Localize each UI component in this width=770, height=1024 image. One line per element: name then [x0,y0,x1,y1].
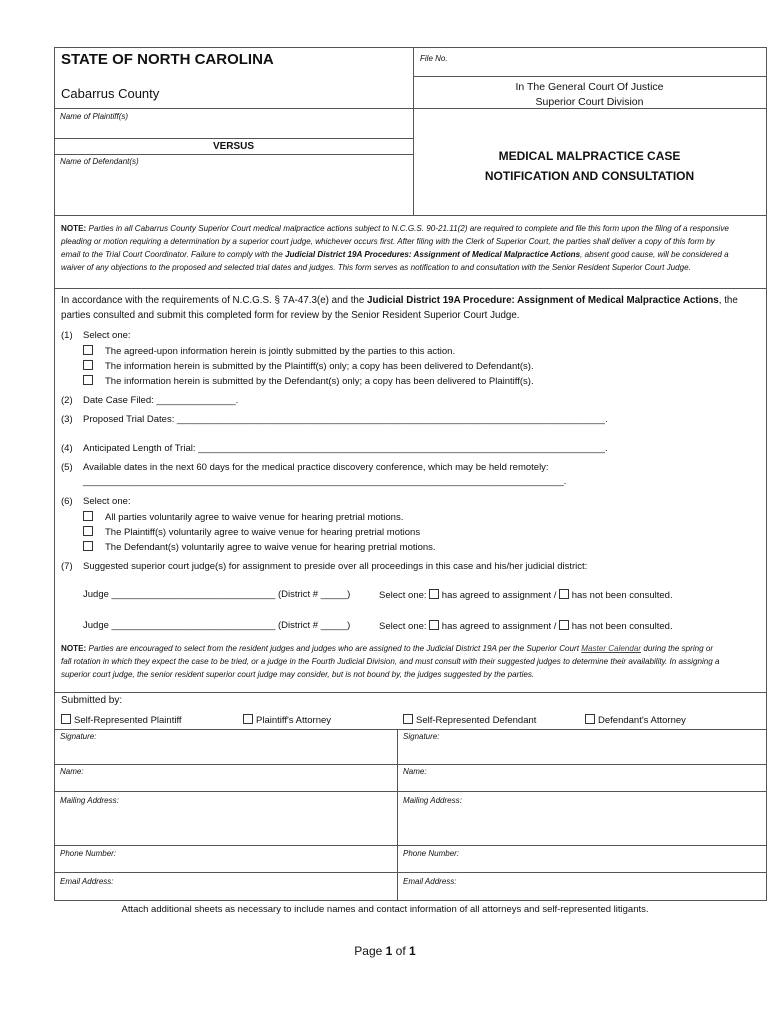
intro-bold-procedure: Judicial District 19A Procedure: Assignment of Medical Malpractice Actions [367,295,719,306]
item-6-option-3-text: The Defendant(s) voluntarily agree to waive venue for hearing pretrial motions. [105,542,436,553]
right-mailing-field[interactable] [401,807,763,843]
name-top-line [54,764,766,765]
left-name-field[interactable] [90,766,393,789]
file-no-line [413,76,766,77]
item-7-label: Suggested superior court judge(s) for assignment to preside over all proceedings in this case and his/her judicial district: [83,561,588,572]
defendant-label: Name of Defendant(s) [60,157,139,166]
submitter-self-defendant[interactable] [403,714,536,726]
note2-label: NOTE: [61,644,87,653]
date-filed-field[interactable]: _______________ [156,395,236,406]
judge-2-agreed-checkbox[interactable] [429,620,439,630]
judge-2-status [379,620,673,632]
judge-2-select-label: Select one: [379,621,430,632]
judge-2-agreed-text: has agreed to assignment / [439,621,560,632]
item-4 [61,443,608,454]
right-name-label: Name: [403,767,427,776]
item-3 [61,414,608,425]
court-line-1: In The General Court Of Justice [515,81,664,93]
note-label: NOTE: [61,224,87,233]
note2-bottom-line [54,692,766,693]
item-6-label: Select one: [83,496,131,507]
item-6-option-2[interactable] [83,526,420,538]
judge-1-status [379,589,673,601]
checkbox-self-plaintiff[interactable] [61,714,71,724]
plaintiff-label: Name of Plaintiff(s) [60,112,129,121]
form-title [413,146,766,186]
submitter-defendant-attorney-text: Defendant's Attorney [598,715,686,726]
checkbox-joint[interactable] [83,345,93,355]
checkbox-plaintiff-only[interactable] [83,360,93,370]
submitter-plaintiff-attorney[interactable] [243,714,331,726]
item-5-num: (5) [61,462,73,473]
page-prefix: Page [354,944,386,958]
mail-top-line [54,791,766,792]
frame-right [766,47,767,900]
item-2-num: (2) [61,395,73,406]
intro-text-1: In accordance with the requirements of N.C.G.S. § 7A-47.3(e) and the [61,295,368,306]
file-no-field[interactable] [418,56,758,70]
judge-1-agreed-checkbox[interactable] [429,589,439,599]
defendant-field[interactable] [58,168,408,212]
right-email-label: Email Address: [403,877,457,886]
note2-text-1: Parties are encouraged to select from the resident judges and judges who are assigned to the Judicial District 19A per the Superior Court [88,644,582,653]
page-current: 1 [385,944,393,958]
sig-top-line [54,729,766,730]
page-total: 1 [409,944,416,958]
judge-1-field[interactable]: Judge _______________________________ (District # _____) [83,589,351,600]
note-text-1: Parties in all Cabarrus County Superior Court medical malpractice actions subject to N.C.G.S. 90-21.11(2) are required to complete and file this form upon the filing of a responsive pleading or motion requiring a determination by a superior court judge, whichever occurs first. After filing with the Clerk of Superior Court, the parties shall deliver a copy of this form by email to the Trial Court Coordinator. Failure to comply with the [61,224,729,259]
note2-paragraph [61,642,721,692]
submitter-self-defendant-text: Self-Represented Defendant [416,715,537,726]
submitter-self-plaintiff-text: Self-Represented Plaintiff [74,715,182,726]
item-6 [61,496,131,507]
court-heading [413,80,766,110]
left-email-field[interactable] [130,875,393,898]
form-title-line-2: NOTIFICATION AND CONSULTATION [484,169,695,183]
judge-1-not-consulted-text: has not been consulted. [569,590,673,601]
note-paragraph [61,222,733,274]
item-1 [61,330,131,341]
item-4-label: Anticipated Length of Trial: [83,443,199,454]
page-of: of [392,944,410,958]
frame-left [54,47,55,900]
header-divider [413,47,414,215]
frame-top [54,47,766,48]
phone-top-line [54,845,766,846]
item-6-option-1[interactable] [83,511,403,523]
checkbox-defendant-attorney[interactable] [585,714,595,724]
file-no-label: File No. [420,54,448,63]
judge-2-not-consulted-checkbox[interactable] [559,620,569,630]
item-1-option-2-text: The information herein is submitted by the Plaintiff(s) only; a copy has been delivered to Defendant(s). [105,361,534,372]
left-phone-label: Phone Number: [60,849,117,858]
right-signature-label: Signature: [403,732,440,741]
item-1-option-2[interactable] [83,360,534,372]
court-line-2: Superior Court Division [535,96,644,108]
attach-note: Attach additional sheets as necessary to include names and contact information of all attorneys and self-represented litigants. [121,904,649,915]
item-1-option-3[interactable] [83,375,534,387]
item-1-option-1[interactable] [83,345,455,357]
checkbox-self-defendant[interactable] [403,714,413,724]
left-mailing-label: Mailing Address: [60,796,119,805]
right-phone-field[interactable] [473,848,763,870]
checkbox-plaintiff-attorney[interactable] [243,714,253,724]
note-bold-procedure: Judicial District 19A Procedures: Assignment of Medical Malpractice Actions [285,250,581,259]
item-5-label: Available dates in the next 60 days for the medical practice discovery conference, which may be held remotely: [83,462,549,473]
left-name-label: Name: [60,767,84,776]
plaintiff-field[interactable] [58,121,408,136]
item-1-option-3-text: The information herein is submitted by the Defendant(s) only; a copy has been delivered to Plaintiff(s). [105,376,534,387]
left-signature-field[interactable] [58,743,393,762]
item-7-num: (7) [61,561,73,572]
note-text-2: , absent good cause, will be considered a waiver of any objections to the proposed and selected trial dates and judges. This form serves as notification to and consultation with the Senior Resident Superior Court Judge. [61,250,729,272]
item-6-num: (6) [61,496,73,507]
item-1-label: Select one: [83,330,131,341]
right-phone-label: Phone Number: [403,849,460,858]
versus-bottom-line [54,154,413,155]
trial-dates-field[interactable]: _________________________________________________________________________________. [177,414,608,425]
submitter-self-plaintiff[interactable] [61,714,182,726]
versus-label: VERSUS [212,141,255,152]
state-heading: STATE OF NORTH CAROLINA [61,51,274,68]
checkbox-defendant-waive[interactable] [83,541,93,551]
right-mailing-label: Mailing Address: [403,796,462,805]
left-signature-label: Signature: [60,732,97,741]
item-6-option-2-text: The Plaintiff(s) voluntarily agree to waive venue for hearing pretrial motions [105,527,421,538]
item-1-num: (1) [61,330,73,341]
judge-1-select-label: Select one: [379,590,430,601]
submitter-plaintiff-attorney-text: Plaintiff's Attorney [256,715,332,726]
item-4-num: (4) [61,443,73,454]
item-3-num: (3) [61,414,73,425]
item-1-option-1-text: The agreed-upon information herein is jointly submitted by the parties to this action. [105,346,456,357]
item-6-option-1-text: All parties voluntarily agree to waive venue for hearing pretrial motions. [105,512,404,523]
versus-top-line [54,138,413,139]
left-phone-field[interactable] [130,848,393,870]
county-name: Cabarrus County [61,86,160,101]
master-calendar-link[interactable]: Master Calendar [581,644,642,653]
checkbox-all-waive[interactable] [83,511,93,521]
item-2-label: Date Case Filed: [83,395,157,406]
checkbox-defendant-only[interactable] [83,375,93,385]
judge-1-not-consulted-checkbox[interactable] [559,589,569,599]
item-2: (2) Date Case Filed: _______________. [61,395,239,406]
frame-bottom [54,900,767,901]
available-dates-field[interactable]: ___________________________________________________________________________________________. [83,476,567,487]
checkbox-plaintiff-waive[interactable] [83,526,93,536]
item-3-label: Proposed Trial Dates: [83,414,177,425]
intro-text-2: , the parties consulted and submit this completed form for review by the Senior Resident Superior Court Judge. [61,295,738,321]
trial-length-field[interactable]: _____________________________________________________________________________. [198,443,608,454]
email-top-line [54,872,766,873]
right-signature-field[interactable] [401,743,763,762]
judge-1-agreed-text: has agreed to assignment / [439,590,560,601]
header-bottom-line [54,215,766,216]
note-bottom-line [54,288,766,289]
item-7 [61,561,587,572]
sig-divider [397,729,398,900]
form-title-line-1: MEDICAL MALPRACTICE CASE [498,149,681,163]
intro-paragraph [61,293,741,323]
left-mailing-field[interactable] [58,807,393,843]
item-5 [61,462,549,473]
left-email-label: Email Address: [60,877,114,886]
right-email-field[interactable] [473,875,763,898]
judge-2-not-consulted-text: has not been consulted. [569,621,673,632]
item-6-option-3[interactable] [83,541,436,553]
judge-2-field[interactable]: Judge _______________________________ (District # _____) [83,620,351,631]
submitted-label: Submitted by: [61,695,123,706]
note2-text-2: during the spring or fall rotation in which they expect the case to be tried, or a judge in the Fourth Judicial Division, and must consult with their suggested judges to determine their availability. In assigning a superior court judge, the senior resident superior court judge may consider, but is not bound by, the judges suggested by the parties. [61,644,720,679]
right-name-field[interactable] [433,766,763,789]
page-number [0,944,770,958]
submitter-defendant-attorney[interactable] [585,714,686,726]
